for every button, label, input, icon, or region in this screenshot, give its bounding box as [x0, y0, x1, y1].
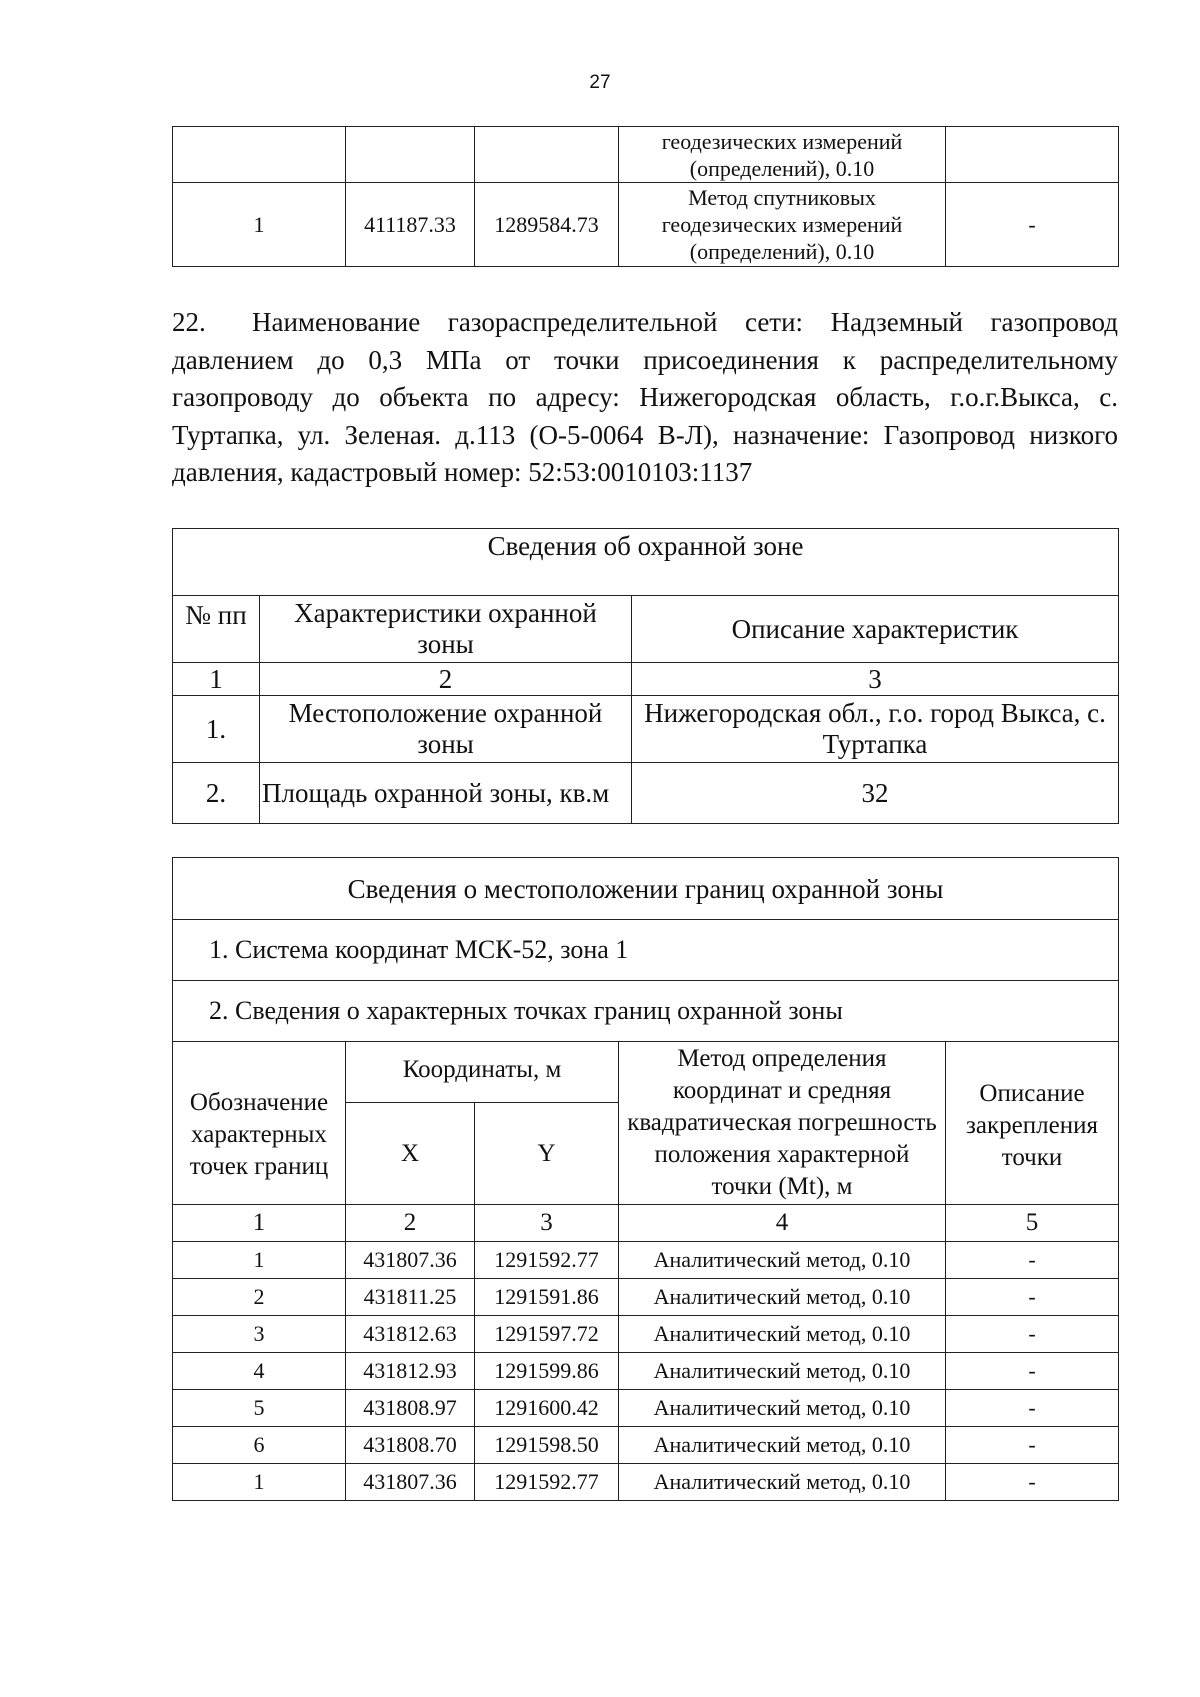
cell-line: геодезических измерений [661, 212, 903, 237]
point-method: Аналитический метод, 0.10 [619, 1427, 946, 1464]
point-id: 2 [173, 1279, 346, 1316]
table-cell: 2 [346, 1205, 475, 1242]
protection-zone-table [172, 528, 1119, 824]
table-row [173, 1279, 1119, 1316]
point-x: 431808.70 [346, 1427, 475, 1464]
header-num: № пп [173, 596, 260, 663]
table-row [173, 1316, 1119, 1353]
point-y: 1291597.72 [475, 1316, 619, 1353]
cell-line: (определений), 0.10 [689, 239, 875, 264]
table-row [173, 981, 1119, 1042]
point-id: 1 [173, 1242, 346, 1279]
table-cell: 2 [260, 663, 632, 696]
cell-line: геодезических измерений [661, 128, 903, 154]
points-title: 2. Сведения о характерных точках границ охранной зоны [173, 981, 1119, 1042]
table-cell: 4 [619, 1205, 946, 1242]
table-cell: 1 [173, 1205, 346, 1242]
table-row [173, 1464, 1119, 1501]
section-paragraph [172, 304, 1118, 492]
cell-line: (определений), 0.10 [689, 155, 875, 181]
point-method: Аналитический метод, 0.10 [619, 1242, 946, 1279]
table-cell: Нижегородская обл., г.о. город Выкса, с. Туртапка [632, 696, 1119, 763]
section-number: 22. [172, 307, 206, 337]
coordinate-system: 1. Система координат МСК-52, зона 1 [173, 920, 1119, 981]
table-cell: 2. [173, 763, 260, 824]
header-coordinates: Координаты, м [346, 1042, 619, 1103]
header-x: X [346, 1103, 475, 1205]
point-method: Аналитический метод, 0.10 [619, 1316, 946, 1353]
table-cell [475, 127, 619, 183]
header-method: Метод определения координат и средняя квадратическая погрешность положения характерной точки (Mt), м [619, 1042, 946, 1205]
table-cell [619, 183, 946, 267]
point-y: 1291592.77 [475, 1242, 619, 1279]
point-x: 431808.97 [346, 1390, 475, 1427]
table-cell [619, 127, 946, 183]
table-row [173, 858, 1119, 920]
point-x: 431807.36 [346, 1242, 475, 1279]
table-title: Сведения об охранной зоне [173, 529, 1119, 596]
cell-line: Метод спутниковых [688, 185, 876, 210]
header-characteristics: Характеристики охранной зоны [260, 596, 632, 663]
point-fixing: - [946, 1242, 1119, 1279]
table-cell: Местоположение охранной зоны [260, 696, 632, 763]
table-cell: 5 [946, 1205, 1119, 1242]
table-row [173, 1427, 1119, 1464]
point-y: 1291599.86 [475, 1353, 619, 1390]
point-fixing: - [946, 1279, 1119, 1316]
point-y: 1291591.86 [475, 1279, 619, 1316]
point-fixing: - [946, 1353, 1119, 1390]
table-cell [173, 127, 346, 183]
point-fixing: - [946, 1390, 1119, 1427]
point-fixing: - [946, 1316, 1119, 1353]
point-method: Аналитический метод, 0.10 [619, 1353, 946, 1390]
header-fixing: Описание закрепления точки [946, 1042, 1119, 1205]
point-fixing: - [946, 1427, 1119, 1464]
header-designation: Обозначение характерных точек границ [173, 1042, 346, 1205]
table-row [173, 183, 1119, 267]
section-text: Наименование газораспределительной сети: Надземный газопровод давлением до 0,3 МПа от точки присоединения к распределительному газопроводу до объекта по адресу: Нижегородская область, г.о.г.Выкса, с. Туртапка, ул. Зеленая. д.113 (О-5-0064 В-Л), назначение: Газопровод низкого давления, кадастровый номер: 52:53:0010103:1137 [172, 307, 1118, 487]
table-row [173, 1242, 1119, 1279]
table-cell [346, 127, 475, 183]
point-method: Аналитический метод, 0.10 [619, 1464, 946, 1501]
point-id: 4 [173, 1353, 346, 1390]
table-cell: 1 [173, 663, 260, 696]
table-cell: 3 [632, 663, 1119, 696]
table-cell: - [946, 183, 1119, 267]
table-row [173, 696, 1119, 763]
point-y: 1291598.50 [475, 1427, 619, 1464]
boundary-points-table [172, 857, 1119, 1501]
table-cell: 1 [173, 183, 346, 267]
table-cell: 3 [475, 1205, 619, 1242]
point-id: 3 [173, 1316, 346, 1353]
table-row [173, 1390, 1119, 1427]
table-cell: 1289584.73 [475, 183, 619, 267]
table-row [173, 529, 1119, 596]
continuation-table [172, 126, 1119, 267]
point-method: Аналитический метод, 0.10 [619, 1390, 946, 1427]
table-row [173, 763, 1119, 824]
table-cell: Площадь охранной зоны, кв.м [260, 763, 632, 824]
table-cell [946, 127, 1119, 183]
point-method: Аналитический метод, 0.10 [619, 1279, 946, 1316]
point-id: 5 [173, 1390, 346, 1427]
table-index-row [173, 663, 1119, 696]
table-header-row [173, 596, 1119, 663]
header-description: Описание характеристик [632, 596, 1119, 663]
point-y: 1291592.77 [475, 1464, 619, 1501]
point-y: 1291600.42 [475, 1390, 619, 1427]
table-cell: 32 [632, 763, 1119, 824]
header-y: Y [475, 1103, 619, 1205]
point-x: 431812.63 [346, 1316, 475, 1353]
point-id: 1 [173, 1464, 346, 1501]
page-number: 27 [589, 72, 611, 93]
table-row [173, 920, 1119, 981]
table-header-row [173, 1042, 1119, 1103]
point-id: 6 [173, 1427, 346, 1464]
table-index-row [173, 1205, 1119, 1242]
table-title: Сведения о местоположении границ охранной зоны [173, 858, 1119, 920]
point-x: 431811.25 [346, 1279, 475, 1316]
table-cell: 411187.33 [346, 183, 475, 267]
point-x: 431812.93 [346, 1353, 475, 1390]
point-x: 431807.36 [346, 1464, 475, 1501]
table-row [173, 127, 1119, 183]
point-fixing: - [946, 1464, 1119, 1501]
table-row [173, 1353, 1119, 1390]
table-cell: 1. [173, 696, 260, 763]
